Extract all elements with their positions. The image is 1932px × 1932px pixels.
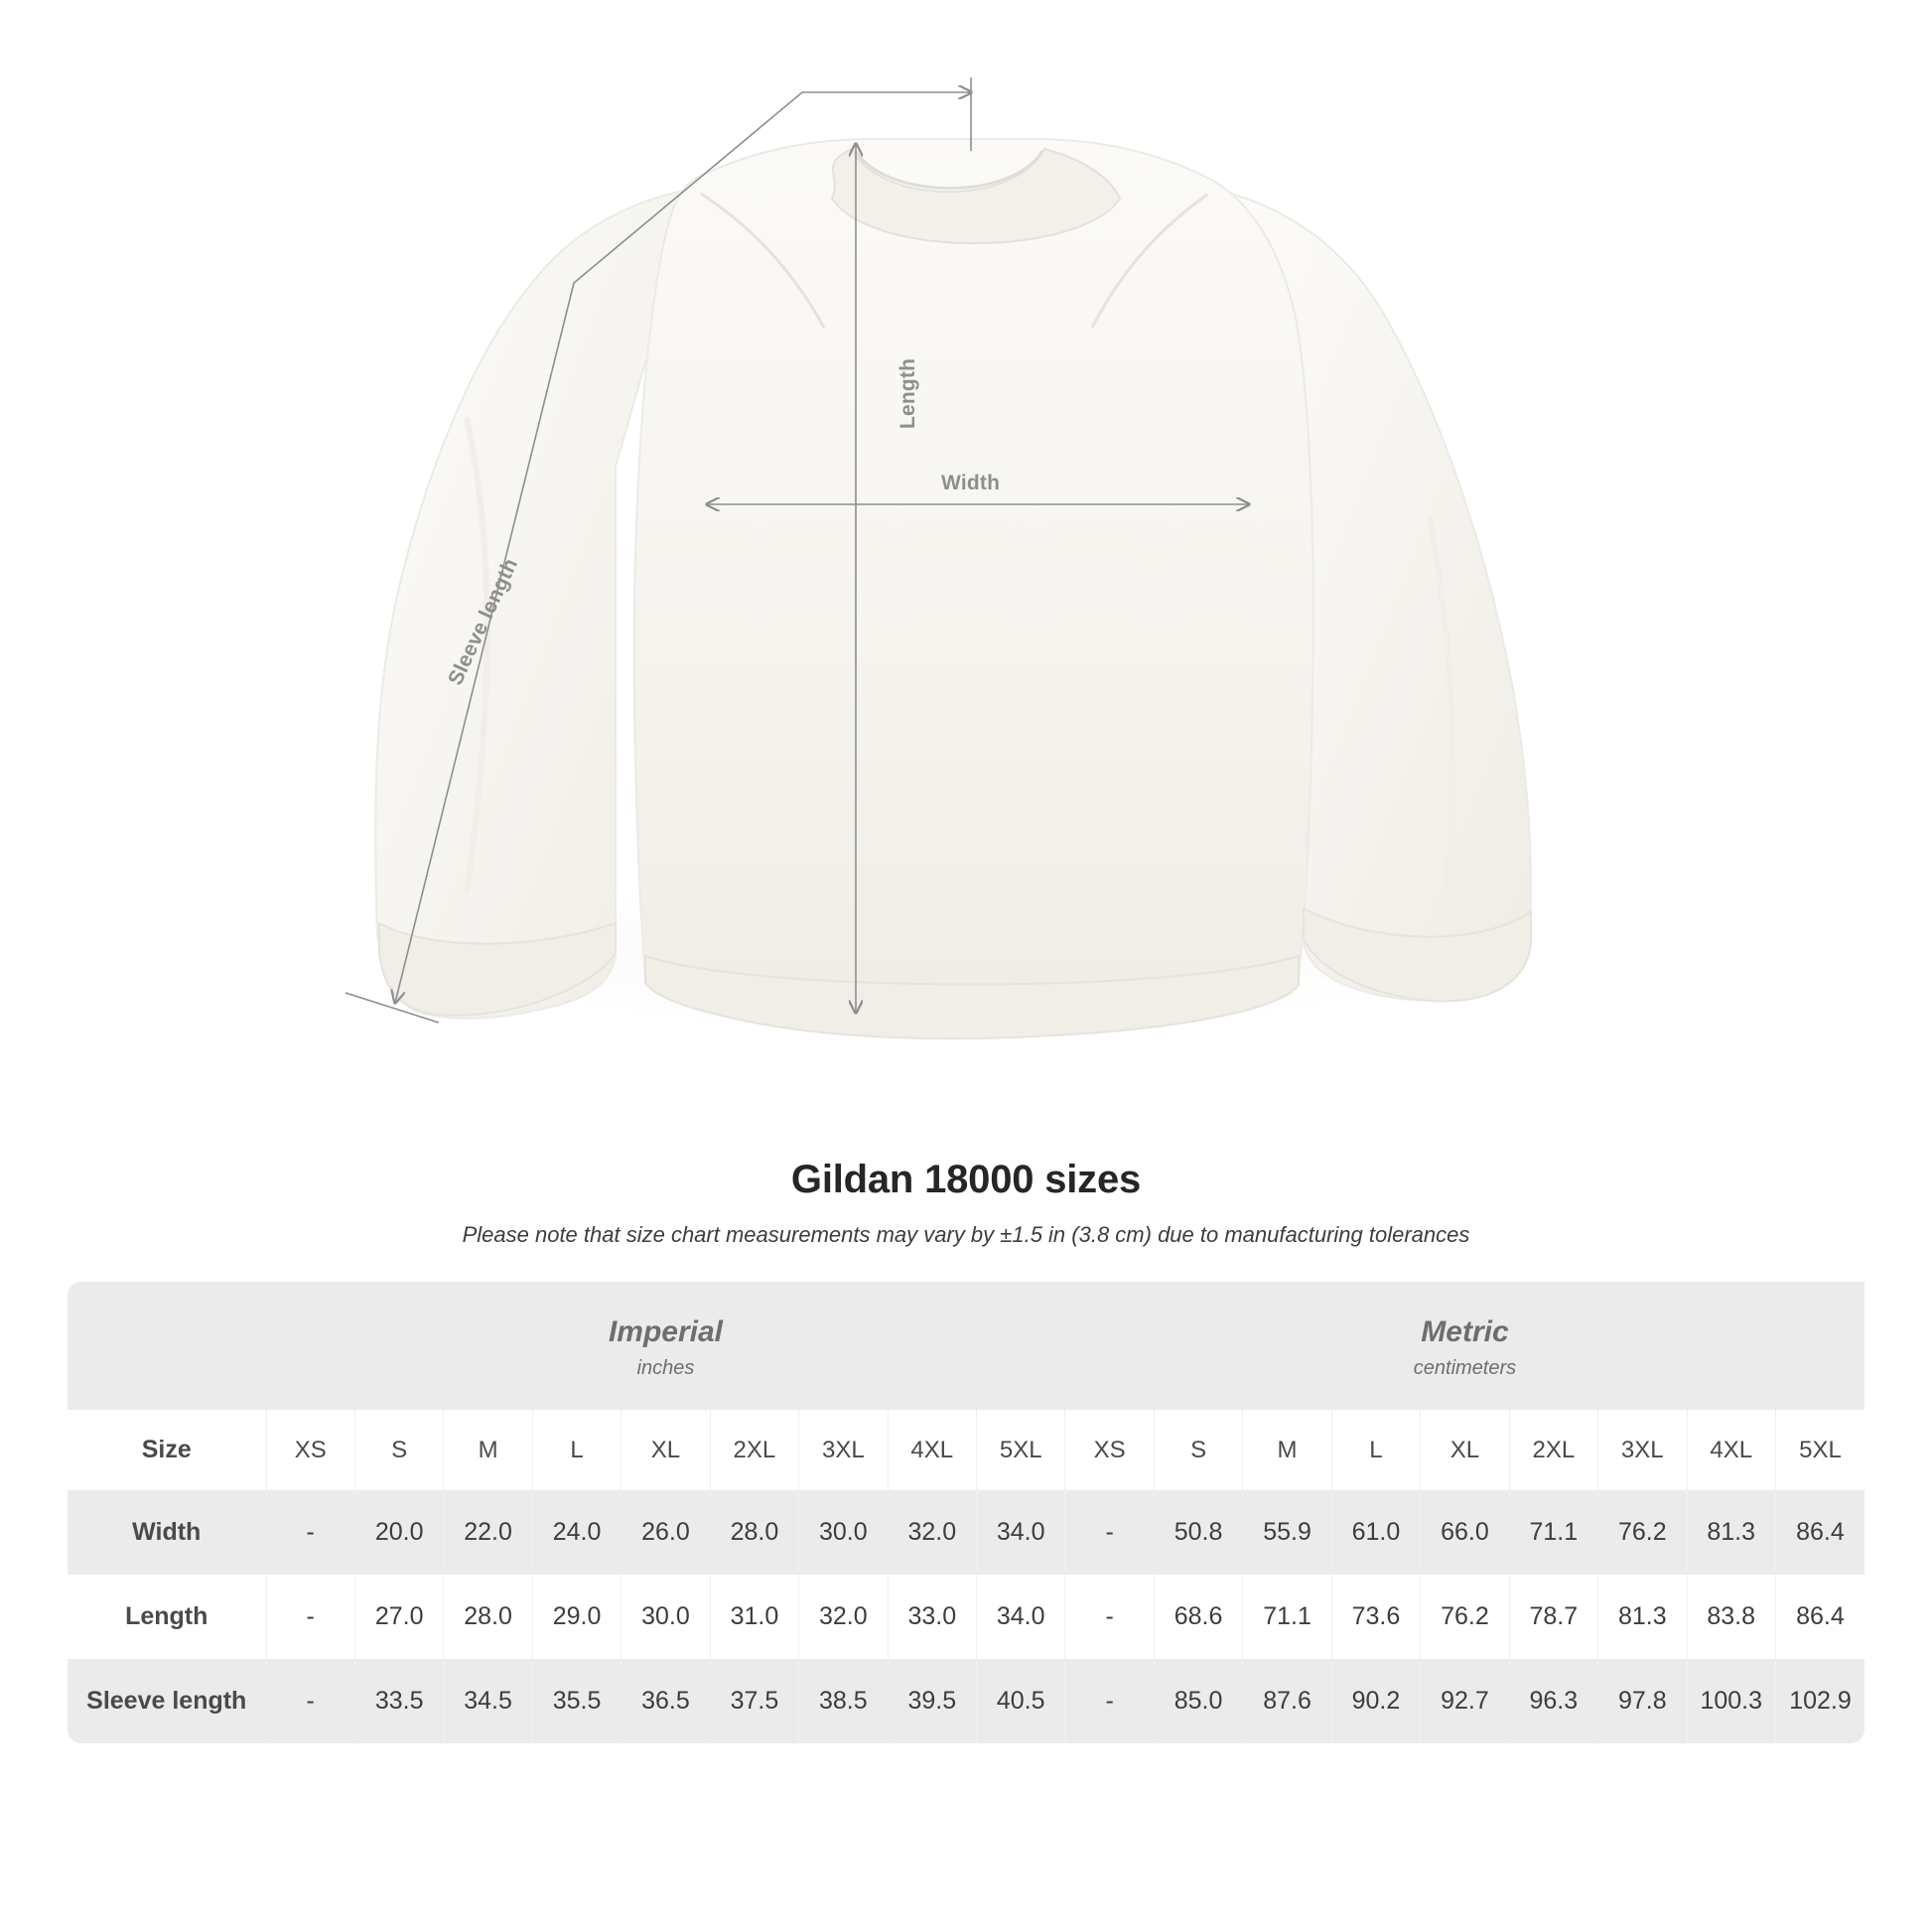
table-cell: 28.0 bbox=[710, 1490, 798, 1575]
table-cell: 73.6 bbox=[1331, 1575, 1420, 1659]
table-cell: 40.5 bbox=[977, 1659, 1065, 1743]
tolerance-note: Please note that size chart measurements may vary by ±1.5 in (3.8 cm) due to manufacturing tolerances bbox=[462, 1222, 1470, 1247]
row-label-width: Width bbox=[68, 1490, 266, 1575]
size-header-cell: 2XL bbox=[710, 1410, 798, 1490]
table-cell: 29.0 bbox=[532, 1575, 621, 1659]
table-cell: 34.0 bbox=[977, 1490, 1065, 1575]
size-header-cell: 5XL bbox=[1775, 1410, 1864, 1490]
size-header-cell: 4XL bbox=[888, 1410, 976, 1490]
table-cell: - bbox=[1065, 1659, 1154, 1743]
table-cell: 30.0 bbox=[799, 1490, 888, 1575]
table-cell: 34.5 bbox=[444, 1659, 532, 1743]
imperial-unit: inches bbox=[636, 1357, 695, 1379]
table-cell: 33.0 bbox=[888, 1575, 976, 1659]
size-header-cell: XL bbox=[1421, 1410, 1509, 1490]
table-cell: 20.0 bbox=[354, 1490, 443, 1575]
size-header-cell: XS bbox=[1065, 1410, 1154, 1490]
table-cell: 32.0 bbox=[888, 1490, 976, 1575]
title-block bbox=[0, 1158, 1932, 1248]
page-title: Gildan 18000 sizes bbox=[790, 1158, 1142, 1201]
table-cell: - bbox=[266, 1490, 354, 1575]
row-label-sleeve-length: Sleeve length bbox=[68, 1659, 266, 1743]
size-header-label: Size bbox=[68, 1410, 266, 1490]
table-cell: 30.0 bbox=[621, 1575, 710, 1659]
size-header-cell: 2XL bbox=[1509, 1410, 1597, 1490]
size-header-cell: L bbox=[1331, 1410, 1420, 1490]
unit-header-row bbox=[68, 1282, 1864, 1410]
size-header-cell: 5XL bbox=[977, 1410, 1065, 1490]
table-cell: 36.5 bbox=[621, 1659, 710, 1743]
table-cell: 37.5 bbox=[710, 1659, 798, 1743]
table-cell: 26.0 bbox=[621, 1490, 710, 1575]
size-header-row bbox=[68, 1410, 1864, 1490]
table-cell: 78.7 bbox=[1509, 1575, 1597, 1659]
table-corner-cell bbox=[68, 1282, 266, 1410]
table-cell: 97.8 bbox=[1598, 1659, 1687, 1743]
size-header-cell: M bbox=[444, 1410, 532, 1490]
body-panel bbox=[634, 139, 1313, 1034]
size-header-cell: L bbox=[532, 1410, 621, 1490]
table-cell: 27.0 bbox=[354, 1575, 443, 1659]
table-cell: 55.9 bbox=[1243, 1490, 1331, 1575]
size-header-cell: XS bbox=[266, 1410, 354, 1490]
table-cell: 31.0 bbox=[710, 1575, 798, 1659]
size-header-cell: 3XL bbox=[799, 1410, 888, 1490]
table-cell: 86.4 bbox=[1775, 1575, 1864, 1659]
table-cell: 100.3 bbox=[1687, 1659, 1775, 1743]
table-cell: - bbox=[266, 1575, 354, 1659]
imperial-group-header bbox=[266, 1282, 1065, 1410]
table-cell: 96.3 bbox=[1509, 1659, 1597, 1743]
size-header-cell: 3XL bbox=[1598, 1410, 1687, 1490]
table-cell: 28.0 bbox=[444, 1575, 532, 1659]
sweatshirt-shape bbox=[375, 139, 1531, 1038]
table-row bbox=[68, 1490, 1864, 1575]
table-cell: 81.3 bbox=[1687, 1490, 1775, 1575]
table-cell: 24.0 bbox=[532, 1490, 621, 1575]
size-header-cell: 4XL bbox=[1687, 1410, 1775, 1490]
imperial-label: Imperial bbox=[608, 1315, 723, 1348]
size-header-cell: XL bbox=[621, 1410, 710, 1490]
length-label: Length bbox=[897, 357, 919, 429]
table-cell: 35.5 bbox=[532, 1659, 621, 1743]
table-cell: 66.0 bbox=[1421, 1490, 1509, 1575]
sleeve-length-label: Sleeve length bbox=[444, 554, 523, 689]
table-cell: 38.5 bbox=[799, 1659, 888, 1743]
size-header-cell: S bbox=[354, 1410, 443, 1490]
table-cell: 34.0 bbox=[977, 1575, 1065, 1659]
size-header-cell: M bbox=[1243, 1410, 1331, 1490]
size-chart-table bbox=[68, 1282, 1864, 1743]
table-cell: 76.2 bbox=[1421, 1575, 1509, 1659]
table-cell: 86.4 bbox=[1775, 1490, 1864, 1575]
table-row bbox=[68, 1659, 1864, 1743]
table-cell: 83.8 bbox=[1687, 1575, 1775, 1659]
table-cell: 81.3 bbox=[1598, 1575, 1687, 1659]
metric-group-header bbox=[1065, 1282, 1864, 1410]
table-cell: 71.1 bbox=[1243, 1575, 1331, 1659]
table-cell: 39.5 bbox=[888, 1659, 976, 1743]
table-cell: 22.0 bbox=[444, 1490, 532, 1575]
table-cell: 90.2 bbox=[1331, 1659, 1420, 1743]
table-cell: 76.2 bbox=[1598, 1490, 1687, 1575]
table-row bbox=[68, 1575, 1864, 1659]
table-cell: 33.5 bbox=[354, 1659, 443, 1743]
table-cell: 32.0 bbox=[799, 1575, 888, 1659]
table-cell: 102.9 bbox=[1775, 1659, 1864, 1743]
table-cell: 85.0 bbox=[1154, 1659, 1242, 1743]
table-cell: 71.1 bbox=[1509, 1490, 1597, 1575]
table-cell: - bbox=[266, 1659, 354, 1743]
table-cell: - bbox=[1065, 1575, 1154, 1659]
size-chart-table-wrapper bbox=[68, 1282, 1864, 1743]
width-label: Width bbox=[941, 472, 1001, 494]
row-label-length: Length bbox=[68, 1575, 266, 1659]
table-cell: 61.0 bbox=[1331, 1490, 1420, 1575]
metric-unit: centimeters bbox=[1413, 1357, 1517, 1379]
table-cell: 68.6 bbox=[1154, 1575, 1242, 1659]
table-cell: 50.8 bbox=[1154, 1490, 1242, 1575]
metric-label: Metric bbox=[1421, 1315, 1509, 1348]
table-cell: 92.7 bbox=[1421, 1659, 1509, 1743]
table-cell: - bbox=[1065, 1490, 1154, 1575]
table-cell: 87.6 bbox=[1243, 1659, 1331, 1743]
size-header-cell: S bbox=[1154, 1410, 1242, 1490]
